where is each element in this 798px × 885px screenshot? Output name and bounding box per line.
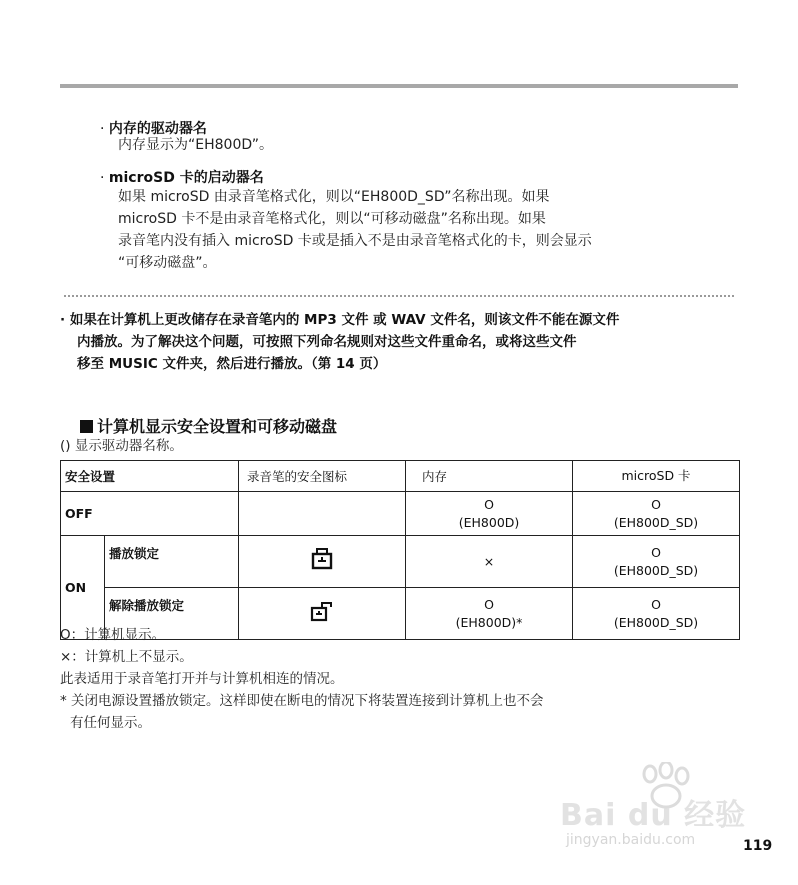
legend-line: 有任何显示。 xyxy=(70,715,151,731)
para-line: 内存显示为“EH800D”。 xyxy=(118,137,274,153)
header-internal: 内存 xyxy=(406,461,573,492)
baidu-watermark xyxy=(560,762,750,852)
cell-mark: O xyxy=(484,596,494,612)
row-lock-icon-cell xyxy=(239,536,406,588)
cell-drive: (EH800D_SD) xyxy=(613,514,699,530)
note-line: 移至 MUSIC 文件夹，然后进行播放。（第 14 页） xyxy=(77,356,387,372)
square-bullet-icon xyxy=(80,420,93,433)
para-line: “可移动磁盘”。 xyxy=(118,255,217,271)
table-row xyxy=(61,536,740,588)
row-unlock-label: 解除播放锁定 xyxy=(105,588,239,640)
row-off-internal xyxy=(406,492,573,536)
cell-mark: O xyxy=(651,596,661,612)
row-off-sd xyxy=(573,492,740,536)
table-header-row xyxy=(61,461,740,492)
row-off-icon xyxy=(239,492,406,536)
section-subtitle: () 显示驱动器名称。 xyxy=(60,438,183,454)
legend-line: 此表适用于录音笔打开并与计算机相连的情况。 xyxy=(60,671,344,687)
header-security: 安全设置 xyxy=(61,461,239,492)
header-icon: 录音笔的安全图标 xyxy=(239,461,406,492)
row-unlock-sd xyxy=(573,588,740,640)
row-lock-label: 播放锁定 xyxy=(105,536,239,588)
para-line: microSD 卡不是由录音笔格式化，则以“可移动磁盘”名称出现。如果 xyxy=(118,211,546,227)
note-marker: · xyxy=(60,312,66,328)
note-line: 内播放。为了解决这个问题，可按照下列命名规则对这些文件重命名，或将这些文件 xyxy=(77,334,577,350)
cell-mark: O xyxy=(651,496,661,512)
note-block xyxy=(60,309,770,375)
bullet-title: 内存的驱动器名 xyxy=(108,121,207,137)
legend-line: O：计算机显示。 xyxy=(60,627,166,643)
bullet-title: microSD 卡的启动器名 xyxy=(108,170,264,186)
bullet-internal-memory-text xyxy=(118,134,718,156)
cell-mark: × xyxy=(483,553,495,569)
legend xyxy=(60,624,544,734)
watermark-brand: Bai du 经验 xyxy=(560,798,747,833)
row-off-label: OFF xyxy=(61,492,239,536)
para-line: 录音笔内没有插入 microSD 卡或是插入不是由录音笔格式化的卡，则会显示 xyxy=(118,233,592,249)
bullet-marker: · xyxy=(100,121,105,137)
note-line: 如果在计算机上更改储存在录音笔内的 MP3 文件 或 WAV 文件名，则该文件不能在源文件 xyxy=(69,312,620,328)
legend-line: ×：计算机上不显示。 xyxy=(60,649,193,665)
cell-drive: (EH800D_SD) xyxy=(613,562,699,578)
row-lock-sd xyxy=(573,536,740,588)
row-on-label: ON xyxy=(61,536,105,640)
row-lock-internal xyxy=(406,536,573,588)
section-title-text: 计算机显示安全设置和可移动磁盘 xyxy=(97,417,338,436)
cell-drive: (EH800D)* xyxy=(455,614,523,630)
bullet-marker: · xyxy=(100,170,105,186)
security-table xyxy=(60,460,740,640)
page-number: 119 xyxy=(743,838,773,854)
top-rule xyxy=(60,84,738,88)
table-row xyxy=(61,492,740,536)
cell-drive: (EH800D_SD) xyxy=(613,614,699,630)
lock-closed-icon xyxy=(310,548,334,570)
cell-drive: (EH800D) xyxy=(458,514,520,530)
watermark-url: jingyan.baidu.com xyxy=(566,832,696,848)
cell-mark: O xyxy=(651,544,661,560)
bullet-microsd-text xyxy=(118,186,718,274)
legend-line: * 关闭电源设置播放锁定。这样即使在断电的情况下将装置连接到计算机上也不会 xyxy=(60,693,544,709)
dotted-divider xyxy=(64,295,734,297)
cell-mark: O xyxy=(484,496,494,512)
header-microsd: microSD 卡 xyxy=(573,461,740,492)
bullet-microsd xyxy=(100,167,264,187)
lock-open-icon xyxy=(309,600,335,622)
para-line: 如果 microSD 由录音笔格式化，则以“EH800D_SD”名称出现。如果 xyxy=(118,189,550,205)
